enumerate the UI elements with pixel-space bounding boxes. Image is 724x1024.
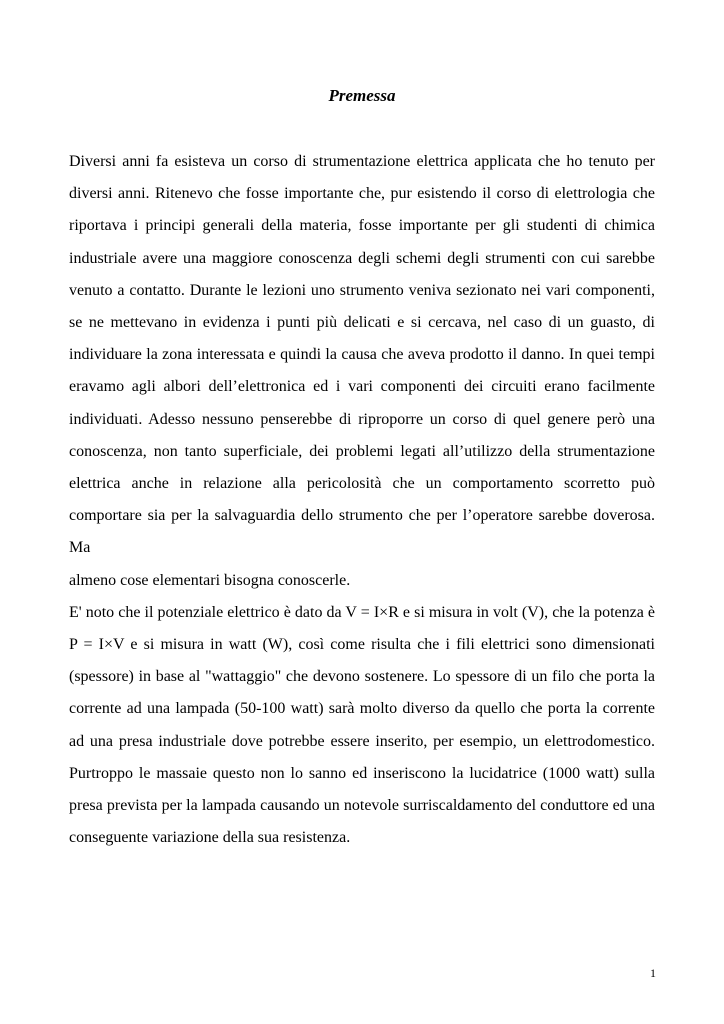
page-number: 1 <box>650 966 656 980</box>
body-text <box>69 146 655 854</box>
paragraph-electric-potential: E' noto che il potenziale elettrico è dato da V = I×R e si misura in volt (V), che la potenza è P = I×V e si misura in watt (W), così come risulta che i fili elettrici sono dimensionati (spessore) in base al "wattaggio" che devono sostenere. Lo spessore di un filo che porta la corrente ad una lampada (50-100 watt) sarà molto diverso da quello che porta la corrente ad una presa industriale dove potrebbe essere inserito, per esempio, un elettrodomestico. Purtroppo le massaie questo non lo sanno ed inseriscono la lucidatrice (1000 watt) sulla presa prevista per la lampada causando un notevole surriscaldamento del conduttore ed una conseguente variazione della sua resistenza. <box>69 603 655 847</box>
paragraph-elementary: almeno cose elementari bisogna conoscerle. <box>69 571 351 589</box>
paragraph-intro: Diversi anni fa esisteva un corso di strumentazione elettrica applicata che ho tenuto per diversi anni. Ritenevo che fosse importante che, pur esistendo il corso di elettrologia che riportava i principi generali della materia, fosse importante per gli studenti di chimica industriale avere una maggiore conoscenza degli schemi degli strumenti con cui sarebbe venuto a contatto. Durante le lezioni uno strumento veniva sezionato nei vari componenti, se ne mettevano in evidenza i punti più delicati e si cercava, nel caso di un guasto, di individuare la zona interessata e quindi la causa che aveva prodotto il danno. In quei tempi eravamo agli albori dell’elettronica ed i vari componenti dei circuiti erano facilmente individuati. Adesso nessuno penserebbe di riproporre un corso di quel genere però una conoscenza, non tanto superficiale, dei problemi legati all’utilizzo della strumentazione elettrica anche in relazione alla pericolosità che un comportamento scorretto può comportare sia per la salvaguardia dello strumento che per l’operatore sarebbe doverosa. Ma <box>69 153 655 557</box>
page-title: Premessa <box>328 86 396 105</box>
